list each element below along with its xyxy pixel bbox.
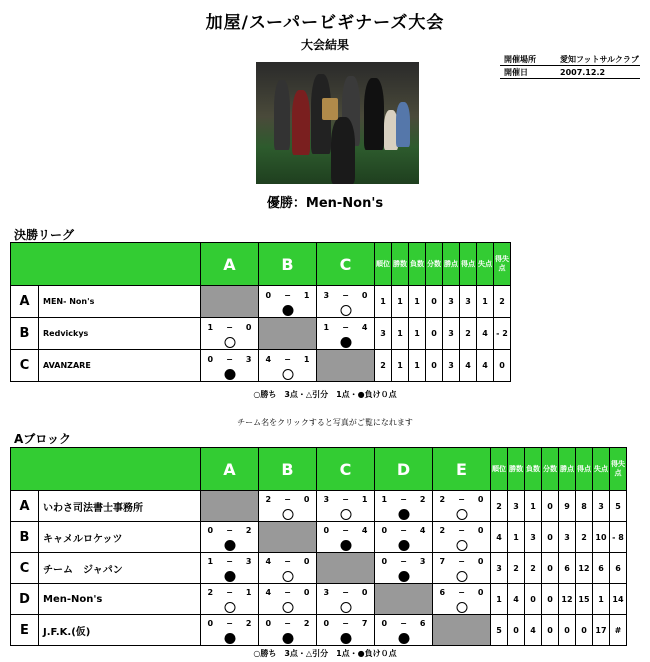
score-dash: − [284,290,291,300]
row-letter: C [11,350,39,382]
self-match-cell [201,491,259,522]
score-against: 1 [245,588,252,597]
self-match-cell [201,286,259,318]
score-against: 0 [361,588,368,597]
stat-value: 0 [559,615,576,646]
stat-value: 0 [426,318,443,350]
stat-value: 0 [426,350,443,382]
stat-value: 1 [409,318,426,350]
score-dash: − [458,495,465,504]
stat-header: 分数 [426,243,443,286]
win-circle-icon [340,602,351,613]
win-circle-icon [456,571,467,582]
score-dash: − [342,290,349,300]
score-for: 4 [265,354,272,364]
score-for: 1 [207,322,214,332]
score-against: 2 [245,526,252,535]
team-name-link[interactable]: J.F.K.(仮) [39,615,201,646]
score-against: 4 [419,526,426,535]
stat-value: - 2 [494,318,511,350]
win-circle-icon [282,369,293,380]
win-circle-icon [340,305,351,316]
stat-value: 3 [443,318,460,350]
stat-header: 失点 [477,243,494,286]
score-for: 6 [439,588,446,597]
score-dash: − [284,557,291,566]
stat-value: 2 [494,286,511,318]
loss-circle-icon [282,633,293,644]
table-row [11,286,511,318]
score-for: 3 [323,588,330,597]
final-league-title: 決勝リーグ [14,228,75,242]
loss-circle-icon [398,540,409,551]
loss-circle-icon [224,540,235,551]
self-match-cell [317,553,375,584]
score-dash: − [400,619,407,628]
column-header: D [375,448,433,491]
score-for: 0 [265,619,272,628]
self-match-cell [259,318,317,350]
score-dash: − [284,588,291,597]
match-result-cell [317,286,375,318]
stat-value: 2 [460,318,477,350]
score-for: 0 [207,354,214,364]
score-for: 0 [381,619,388,628]
stat-value: 1 [392,350,409,382]
self-match-cell [317,350,375,382]
score-against: 0 [477,588,484,597]
score-against: 0 [361,290,368,300]
score-against: 4 [361,322,368,332]
score-dash: − [342,495,349,504]
stat-value: 1 [593,584,610,615]
stat-header: 順位 [491,448,508,491]
match-result-cell [201,318,259,350]
stat-value: 5 [610,491,627,522]
stat-value: 3 [559,522,576,553]
stat-value: 10 [593,522,610,553]
stat-value: 0 [576,615,593,646]
loss-circle-icon [340,633,351,644]
stat-value: 3 [593,491,610,522]
score-for: 3 [323,495,330,504]
match-result-cell [201,522,259,553]
score-dash: − [342,588,349,597]
stat-value: 1 [375,286,392,318]
loss-circle-icon [224,571,235,582]
stat-value: 0 [542,584,559,615]
score-for: 4 [265,557,272,566]
stat-header: 得失点 [494,243,511,286]
stat-header: 得点 [576,448,593,491]
win-circle-icon [282,571,293,582]
score-dash: − [342,619,349,628]
team-name-link[interactable]: いわさ司法書士事務所 [39,491,201,522]
stat-value: 3 [525,522,542,553]
match-result-cell [317,318,375,350]
score-against: 3 [419,557,426,566]
stat-value: 5 [491,615,508,646]
score-for: 2 [265,495,272,504]
score-for: 1 [323,322,330,332]
block-a-table [10,447,627,646]
loss-circle-icon [224,633,235,644]
win-circle-icon [282,509,293,520]
table-row [11,350,511,382]
score-for: 7 [439,557,446,566]
stat-value: 3 [375,318,392,350]
win-circle-icon [224,337,235,348]
final-league-table [10,242,511,382]
loss-circle-icon [398,633,409,644]
match-result-cell [375,491,433,522]
stat-value: 8 [576,491,593,522]
team-name-link[interactable]: AVANZARE [39,350,201,382]
column-header: B [259,448,317,491]
column-header: C [317,448,375,491]
score-dash: − [458,557,465,566]
stat-value: 3 [491,553,508,584]
photo-notice: チーム名をクリックすると写真がご覧になれます [237,418,413,427]
match-result-cell [433,584,491,615]
stat-value: 4 [491,522,508,553]
table-row [11,584,627,615]
stat-header: 失点 [593,448,610,491]
score-against: 6 [419,619,426,628]
score-against: 1 [361,495,368,504]
final-league-legend: ○勝ち 3点・△引分 1点・●負け０点 [253,390,397,399]
match-result-cell [433,491,491,522]
stat-value: 4 [477,318,494,350]
self-match-cell [259,522,317,553]
page-title: 加屋/スーパービギナーズ大会 [205,13,445,33]
match-result-cell [201,350,259,382]
loss-circle-icon [398,571,409,582]
match-result-cell [259,584,317,615]
match-result-cell [201,553,259,584]
stat-value: 17 [593,615,610,646]
stat-value: 1 [508,522,525,553]
stat-value: 2 [576,522,593,553]
stat-value: 2 [375,350,392,382]
table-row [11,522,627,553]
score-for: 2 [439,495,446,504]
match-result-cell [317,615,375,646]
score-against: 3 [245,354,252,364]
table-header-row [11,243,511,286]
row-letter: A [11,491,39,522]
team-name-link[interactable]: チーム ジャパン [39,553,201,584]
stat-header: 負数 [525,448,542,491]
score-for: 0 [381,526,388,535]
stat-header: 勝数 [508,448,525,491]
column-header: E [433,448,491,491]
stat-value: 0 [542,615,559,646]
block-a-legend: ○勝ち 3点・△引分 1点・●負け０点 [253,649,397,658]
score-dash: − [342,322,349,332]
stat-value: 1 [392,318,409,350]
score-against: 1 [303,290,310,300]
table-row [11,553,627,584]
score-against: 2 [419,495,426,504]
match-result-cell [433,522,491,553]
stat-header: 得失点 [610,448,627,491]
table-header-row [11,448,627,491]
row-letter: B [11,318,39,350]
score-against: 1 [303,354,310,364]
score-for: 0 [207,526,214,535]
stat-value: 2 [525,553,542,584]
row-letter: E [11,615,39,646]
match-result-cell [317,491,375,522]
loss-circle-icon [224,369,235,380]
match-result-cell [201,584,259,615]
score-dash: − [226,354,233,364]
stat-value: 0 [542,522,559,553]
win-circle-icon [224,602,235,613]
stat-header: 順位 [375,243,392,286]
match-result-cell [433,553,491,584]
stat-value: 0 [508,615,525,646]
stat-value: 1 [491,584,508,615]
team-name-link[interactable]: MEN- Non's [39,286,201,318]
score-for: 0 [381,557,388,566]
score-for: 1 [207,557,214,566]
score-dash: − [400,557,407,566]
stat-value: 1 [392,286,409,318]
header-blank [11,448,201,491]
stat-value: 3 [460,286,477,318]
table-row [11,615,627,646]
score-dash: − [458,526,465,535]
score-dash: − [400,495,407,504]
score-dash: − [284,495,291,504]
column-header: A [201,243,259,286]
column-header: C [317,243,375,286]
stat-value: 0 [525,584,542,615]
header-blank [11,243,201,286]
match-result-cell [259,553,317,584]
score-dash: − [226,619,233,628]
stat-value: 2 [491,491,508,522]
score-dash: − [226,557,233,566]
stat-header: 勝点 [559,448,576,491]
stat-header: 負数 [409,243,426,286]
score-dash: − [400,526,407,535]
score-for: 0 [323,619,330,628]
stat-value: 9 [559,491,576,522]
venue-value: 愛知フットサルクラブ [560,54,639,64]
date-value: 2007.12.2 [560,67,606,77]
stat-value: 12 [559,584,576,615]
win-circle-icon [282,602,293,613]
loss-circle-icon [398,509,409,520]
score-against: 4 [361,526,368,535]
page-subtitle: 大会結果 [300,38,349,52]
score-against: 2 [303,619,310,628]
match-result-cell [259,350,317,382]
score-for: 0 [265,290,272,300]
score-against: 0 [303,495,310,504]
match-result-cell [259,286,317,318]
score-against: 0 [303,588,310,597]
match-result-cell [317,584,375,615]
score-dash: − [226,322,233,332]
match-result-cell [375,615,433,646]
stat-header: 勝数 [392,243,409,286]
score-dash: − [342,526,349,535]
stat-value: 15 [576,584,593,615]
score-against: 0 [477,526,484,535]
table-row [11,491,627,522]
stat-value: 1 [477,286,494,318]
stat-value: 0 [494,350,511,382]
stat-header: 勝点 [443,243,460,286]
score-for: 4 [265,588,272,597]
block-a-title: Aブロック [14,432,72,446]
score-for: 0 [323,526,330,535]
stat-value: 0 [426,286,443,318]
event-info [500,53,640,79]
match-result-cell [317,522,375,553]
match-result-cell [201,615,259,646]
score-against: 3 [245,557,252,566]
venue-label: 開催場所 [504,54,536,64]
stat-header: 得点 [460,243,477,286]
stat-value: 0 [542,491,559,522]
match-result-cell [375,522,433,553]
row-letter: D [11,584,39,615]
win-circle-icon [456,540,467,551]
date-label: 開催日 [504,67,528,77]
score-against: 0 [477,557,484,566]
score-against: 2 [245,619,252,628]
stat-value: # [610,615,627,646]
team-name-link[interactable]: Redvickys [39,318,201,350]
column-header: B [259,243,317,286]
stat-value: 6 [610,553,627,584]
score-for: 2 [207,588,214,597]
score-dash: − [458,588,465,597]
table-row [11,318,511,350]
score-for: 0 [207,619,214,628]
match-result-cell [259,615,317,646]
score-dash: − [226,588,233,597]
stat-value: 14 [610,584,627,615]
self-match-cell [375,584,433,615]
score-for: 3 [323,290,330,300]
stat-value: 6 [593,553,610,584]
loss-circle-icon [340,540,351,551]
win-circle-icon [340,509,351,520]
loss-circle-icon [340,337,351,348]
stat-value: 1 [525,491,542,522]
stat-value: 1 [409,350,426,382]
team-photo [256,62,419,184]
date-row [500,66,640,79]
score-against: 0 [245,322,252,332]
score-against: 0 [303,557,310,566]
score-dash: − [284,354,291,364]
score-for: 2 [439,526,446,535]
row-letter: B [11,522,39,553]
score-dash: − [226,526,233,535]
stat-value: 2 [508,553,525,584]
stat-value: 3 [508,491,525,522]
row-letter: A [11,286,39,318]
score-for: 1 [381,495,388,504]
score-dash: − [284,619,291,628]
score-against: 0 [477,495,484,504]
stat-value: 4 [477,350,494,382]
score-against: 7 [361,619,368,628]
stat-value: 0 [542,553,559,584]
match-result-cell [259,491,317,522]
win-circle-icon [456,509,467,520]
stat-value: - 8 [610,522,627,553]
stat-header: 分数 [542,448,559,491]
stat-value: 12 [576,553,593,584]
stat-value: 4 [460,350,477,382]
stat-value: 3 [443,286,460,318]
loss-circle-icon [282,305,293,316]
win-circle-icon [456,602,467,613]
match-result-cell [375,553,433,584]
stat-value: 6 [559,553,576,584]
team-name-link[interactable]: Men-Non's [39,584,201,615]
self-match-cell [433,615,491,646]
stat-value: 4 [508,584,525,615]
winner-text: 優勝：Men-Non's [266,196,384,211]
team-name-link[interactable]: キャメルロケッツ [39,522,201,553]
column-header: A [201,448,259,491]
stat-value: 3 [443,350,460,382]
stat-value: 4 [525,615,542,646]
row-letter: C [11,553,39,584]
venue-row [500,53,640,66]
stat-value: 1 [409,286,426,318]
